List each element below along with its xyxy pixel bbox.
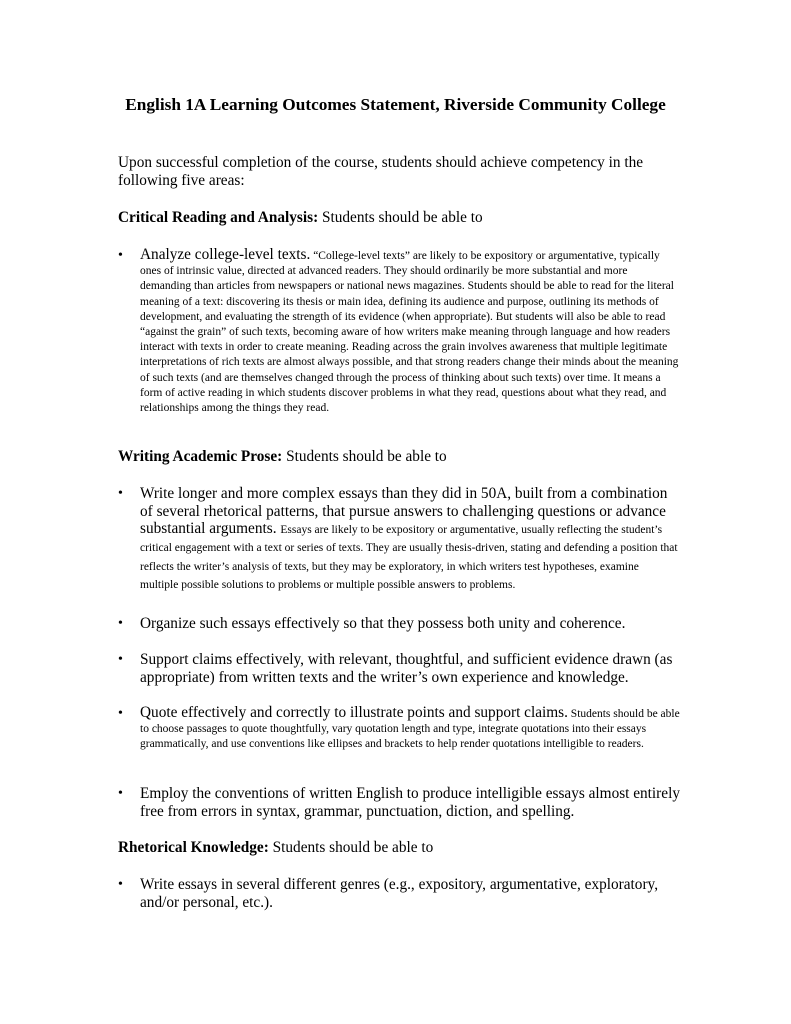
document-title: English 1A Learning Outcomes Statement, Riverside Community College [125, 95, 666, 114]
section-heading-suffix: Students should be able to [268, 839, 434, 856]
section-heading-suffix: Students should be able to [282, 448, 447, 465]
list-item-detail: Essays are likely to be expository or argumentative, usually reflecting the student’s critical engagement with a text or series of texts. They are usually thesis-driven, stating and defending a position that reflects the writer’s analysis of texts, but they may be exploratory, in which writers test hypotheses, examine multiple possible solutions to problems or multiple possible answers to problems. [140, 524, 678, 591]
list-item-text [140, 705, 680, 753]
section-heading-label: Critical Reading and Analysis: [118, 209, 319, 226]
list-item-support-claims [118, 651, 680, 686]
list-item-text [140, 485, 680, 593]
section-heading-label: Writing Academic Prose: [118, 448, 283, 465]
list-item-text: Employ the conventions of written English to produce intelligible essays almost entirely free from errors in syntax, grammar, punctuation, diction, and spelling. [140, 785, 680, 820]
section-heading-suffix: Students should be able to [318, 209, 483, 226]
bullet-icon: • [118, 877, 123, 892]
section-heading-label: Rhetorical Knowledge: [118, 839, 269, 856]
section-heading-critical-reading [118, 209, 678, 227]
list-item-text [140, 247, 680, 416]
list-item-lead: Write longer and more complex essays than they did in 50A, built from a combination of several rhetorical patterns, that pursue answers to challenging questions or advance substantial arguments. [140, 485, 668, 538]
list-item-detail: “College-level texts” are likely to be expository or argumentative, typically ones of intrinsic value, directed at advanced readers. They should ordinarily be more substantial and more demanding than articles from newspapers or national news magazines. Students should be able to read for the literal meaning of a text: discovering its thesis or main idea, defining its audience and purpose, outlining its methods of development, and evaluating the strength of its evidence (when appropriate). But students will also be able to read “against the grain” of such texts, becoming aware of how writers make meaning through language and how readers interact with texts in order to create meaning. Reading across the grain involves awareness that multiple legitimate interpretations of rich texts are almost always possible, and that strong readers change their minds about the meaning of such texts (and are themselves changed through the process of thinking about such texts) over time. It means a form of active reading in which students discover problems in what they read, questions about what they read, and relationships among the things they read. [140, 250, 679, 415]
section-heading-writing-prose [118, 448, 678, 466]
bullet-icon: • [118, 652, 123, 667]
list-item-genres [118, 876, 680, 911]
section-heading-rhetorical [118, 839, 678, 857]
list-item-analyze-texts [118, 247, 680, 416]
list-item-write-essays [118, 485, 680, 593]
list-item-conventions [118, 785, 680, 820]
list-item-lead: Analyze college-level texts. [140, 246, 311, 263]
bullet-icon: • [118, 706, 123, 721]
list-item-text: Organize such essays effectively so that they possess both unity and coherence. [140, 615, 626, 632]
list-item-detail: Students should be able to choose passages to quote thoughtfully, vary quotation length and type, integrate quotations into their essays grammatically, and use conventions like ellipses and brackets to help render quotations intelligible to readers. [140, 708, 680, 751]
bullet-icon: • [118, 786, 123, 801]
list-item-organize [118, 615, 680, 633]
intro-paragraph: Upon successful completion of the course, students should achieve competency in the following five areas: [118, 154, 644, 189]
bullet-icon: • [118, 248, 123, 263]
list-item-lead: Quote effectively and correctly to illustrate points and support claims. [140, 704, 568, 721]
list-item-quote [118, 705, 680, 753]
bullet-icon: • [118, 616, 123, 631]
list-item-text: Write essays in several different genres (e.g., expository, argumentative, exploratory, and/or personal, etc.). [140, 876, 659, 911]
bullet-icon: • [118, 486, 123, 501]
list-item-text: Support claims effectively, with relevant, thoughtful, and sufficient evidence drawn (as appropriate) from written texts and the writer’s own experience and knowledge. [140, 651, 673, 686]
